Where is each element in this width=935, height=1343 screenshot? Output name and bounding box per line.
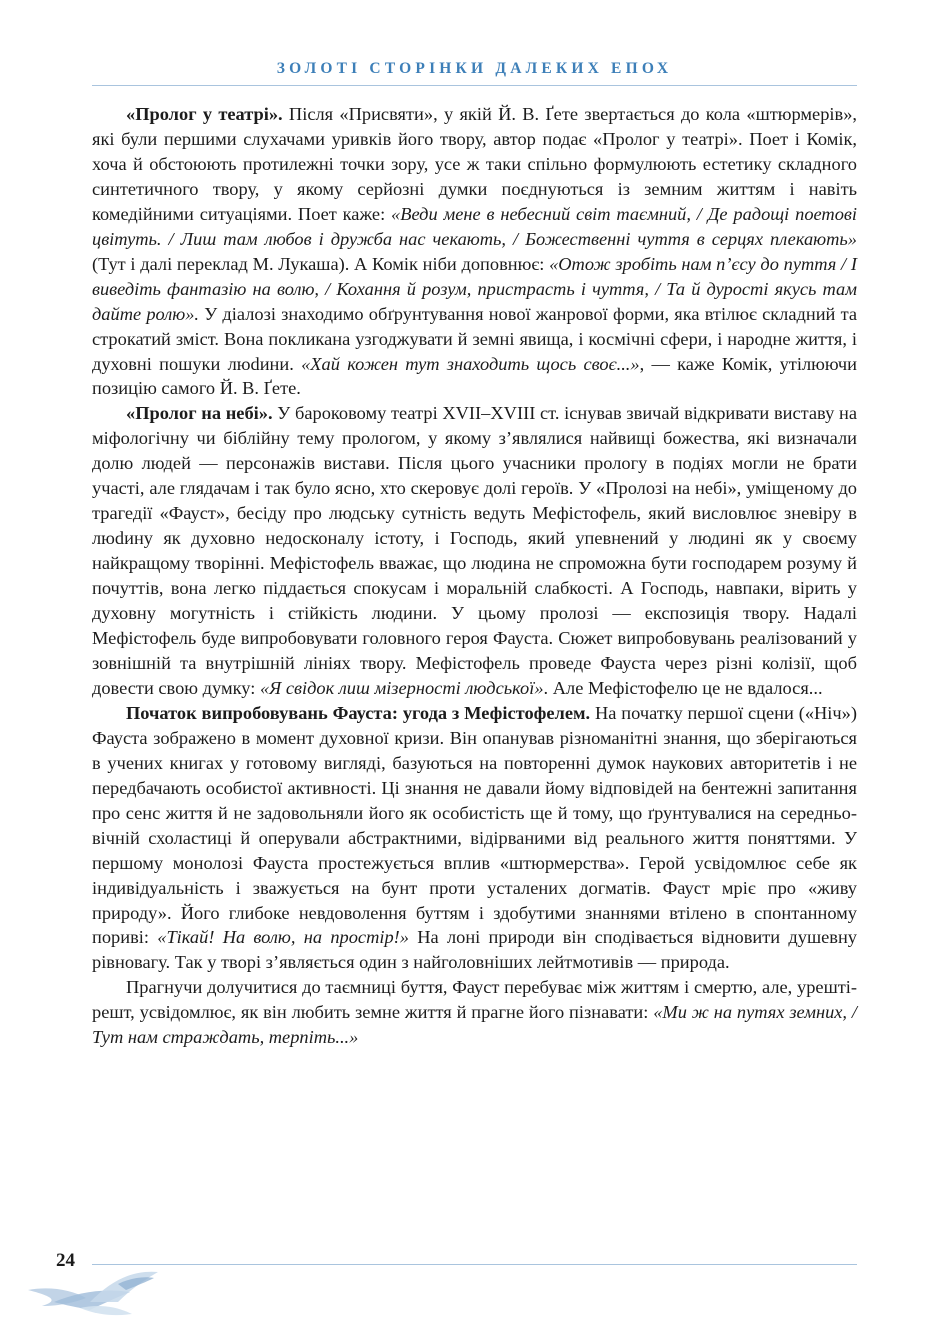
quotation: «Хай кожен тут знаходить щось своє...» — [301, 353, 640, 374]
page-number: 24 — [56, 1250, 75, 1271]
paragraph-text: Прагнучи долучитися до таємниці буття, Фауст перебуває між життям і смертю, але, урешті-решт, усвідомлює, як він любить земне життя й прагне його пізнавати: — [92, 977, 857, 1023]
paragraph-faust-trials — [92, 701, 857, 975]
paragraph-prolog-heaven — [92, 401, 857, 700]
paragraph-text: На початку першої сцени («Ніч») Фауста зображено в момент духовної кризи. Він опанував різноманітні знання, що зберігаються в учених книгах у готовому вигляді, базуються на повторенні думок наукових авторитетів і не передбачають особистої активності. Ці знання не давали йому відповідей на бентежні запитання про сенс життя й не задовольняли його як особистість ще й тому, що ґрунтувалися на середньовічній схоластиці й оперували абстрактними, відірваними від реального життя поняттями. У першому монолозі Фауста простежується вплив «штюрмерства». Герой усвідомлює себе як індивідуальність і зважується на бунт проти усталених догматів. Фауст мріє про «живу природу». Його глибоке невдоволення буттям і здобутими знаннями втілено в спонтанному пориві: — [92, 702, 857, 948]
paragraph-lead: «Пролог на небі». — [126, 403, 273, 424]
paragraph-text: , — каже Комік, утілюючи позицію самого Й. В. Ґете. — [92, 353, 858, 399]
paragraph-text: У бароковому театрі XVII–XVIII ст. існував звичай відкривати виставу на міфологічну чи біблійну тему прологом, у якому з’являлися найвищі божества, які визначали долю людей — персонажів вистави. Після цього учасники прологу в подіях могли не брати участі, але глядачам і так було ясно, хто скеровує долі героїв. У «Пролозі на небі», уміщеному до трагедії «Фауст», бесіду про людську сутність ведуть Мефістофель, який висловлює зневіру в люdину як духовно недосконалу істоту, і Господь, який упевнений у людині як у своєму найкращому творінні. Мефістофель вважає, що людина не спроможна бути господарем розуму й почуттів, вона легко піддається спокусам і моральній слабкості. А Господь, навпаки, вірить у духовну могутність і стійкість людини. У цьому пролозі — експозиція твору. Надалі Мефістофель буде випробовувати головного героя Фауста. Сюжет випробовувань реалізований у зовнішній та внутрішній лініях твору. Мефістофель проведе Фауста через різні колізії, щоб довести свою думку: — [92, 403, 857, 698]
header-divider — [92, 85, 857, 86]
paragraph-text: . Але Мефістофелю це не вдалося... — [543, 677, 823, 698]
running-header: ЗОЛОТІ СТОРІНКИ ДАЛЕКИХ ЕПОХ — [276, 60, 673, 77]
flying-birds-icon — [20, 1262, 170, 1322]
paragraph-prolog-theatre — [92, 102, 857, 401]
paragraph-text: У діалозі знаходимо обґрунтування нової жанрової форми, яка втілює складний та строкатий зміст. Вона покликана узгоджувати й земні явища, і космічні сфери, і народне життя, і духовні пошуки люdини. — [92, 303, 857, 374]
quotation: «Отож зробіть нам п’єсу до пуття / І виведіть фантазію на волю, / Кохання й розум, пристрасть і чуття, / Та й дурості якусь там дайте ролю». — [92, 253, 857, 324]
quotation: «Веди мене в небесний світ таємний, / Де радощі поетові цвітуть. / Лиш там любов і дружба нас чекають, / Божественні чуття в серцях плекають» — [92, 203, 857, 249]
body-text — [92, 102, 857, 1050]
quotation: «Ми ж на путях земних, / Тут нам страждать, терпіть...» — [92, 1002, 857, 1048]
paragraph-lead: «Пролог у театрі». — [126, 104, 283, 124]
paragraph-lead: Початок випробовувань Фауста: угода з Мефістофелем. — [126, 702, 591, 723]
paragraph-text: (Тут і далі переклад М. Лукаша). А Комік ніби доповнює: — [92, 253, 550, 274]
paragraph-text: На лоні природи він сподівається відновити душевну рівновагу. Так у творі з’являється один з найголовніших лейтмотивів — природа. — [92, 927, 857, 973]
paragraph-earthly-life — [92, 975, 857, 1050]
paragraph-text: Після «Присвяти», у якій Й. В. Ґете звертається до кола «штюрмерів», які були першими слухачами уривків його твору, автор подає «Пролог у театрі». Поет і Комік, хоча й обстоюють протилежні точки зору, усе ж таки спільно формулюють естетику складного синтетичного твору, у якому серйозні думки поєднуються із земним життям і навіть комедійними ситуаціями. Поет каже: — [92, 104, 858, 224]
quotation: «Я свідок лиш мізерності людської» — [259, 677, 544, 698]
quotation: «Тікай! На волю, на простір!» — [157, 927, 409, 948]
footer-divider — [92, 1264, 857, 1265]
